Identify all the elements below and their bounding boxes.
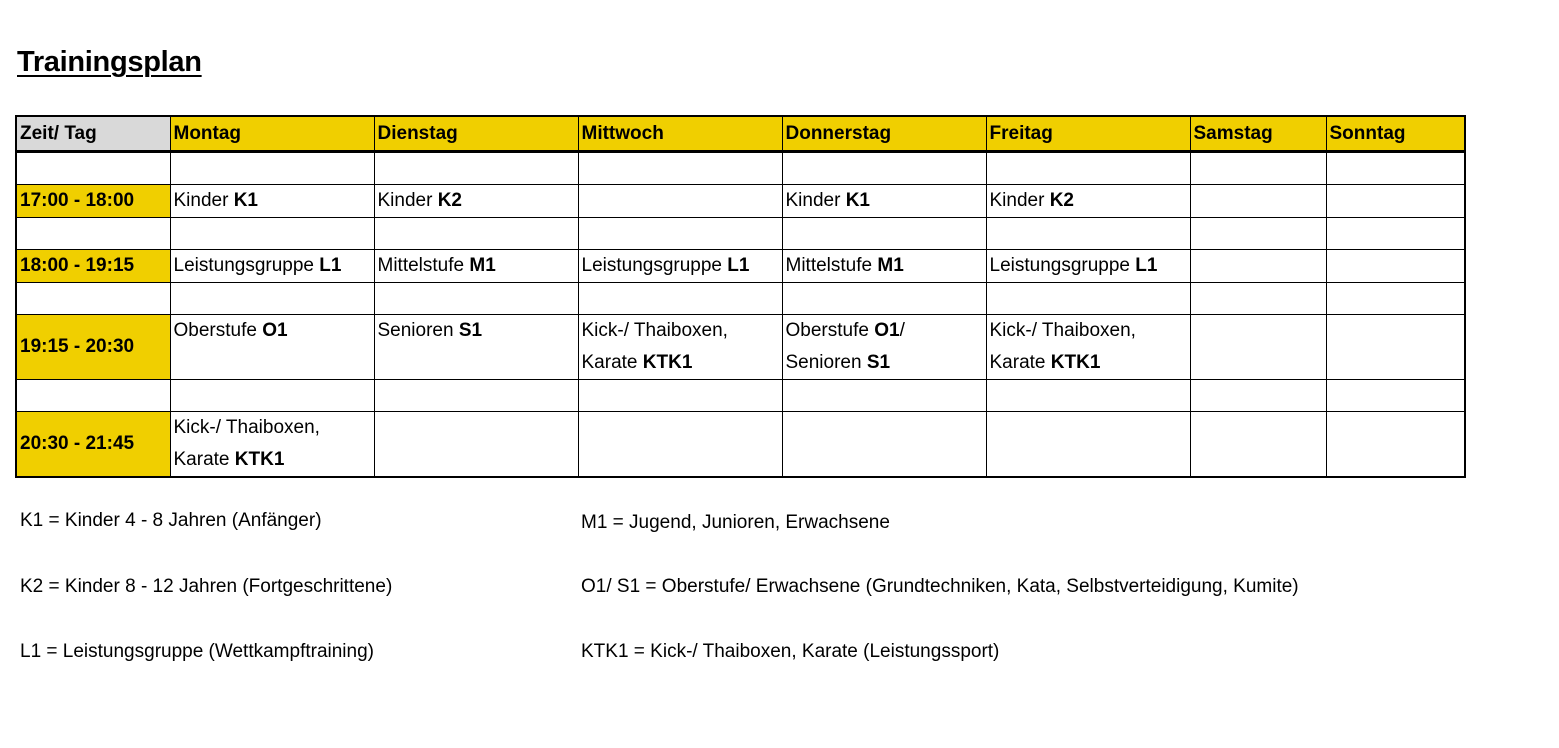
class-cell: [170, 315, 374, 380]
class-entry-line: [174, 444, 371, 476]
class-cell: [782, 218, 986, 250]
class-cell: [1326, 380, 1465, 412]
class-cell: [1190, 380, 1326, 412]
class-cell: [578, 218, 782, 250]
class-cell: [374, 380, 578, 412]
class-cell: [782, 412, 986, 478]
class-entry-line: [990, 250, 1187, 282]
time-slot-cell: 17:00 - 18:00: [16, 185, 170, 218]
class-code: K2: [437, 190, 462, 211]
legend-m1: M1 = Jugend, Junioren, Erwachsene: [581, 512, 890, 533]
class-code: S1: [458, 320, 483, 341]
class-code: L1: [319, 255, 342, 276]
class-cell: [374, 283, 578, 315]
class-cell: [374, 185, 578, 218]
class-cell: [170, 152, 374, 185]
class-name: Kick-/ Thaiboxen,: [989, 320, 1136, 341]
header-day-montag: Montag: [170, 116, 374, 152]
class-code: KTK1: [642, 352, 693, 373]
schedule-row: [16, 185, 1465, 218]
class-cell: [986, 283, 1190, 315]
class-cell: [170, 283, 374, 315]
legend-k1: K1 = Kinder 4 - 8 Jahren (Anfänger): [20, 510, 322, 531]
class-cell: [170, 250, 374, 283]
class-cell: [170, 412, 374, 478]
class-cell: [1190, 152, 1326, 185]
class-name: Kinder: [785, 190, 846, 211]
header-day-dienstag: Dienstag: [374, 116, 578, 152]
class-code: K1: [233, 190, 258, 211]
class-cell: [1190, 315, 1326, 380]
class-entry-line: [582, 250, 779, 282]
spacer-row: [16, 218, 1465, 250]
class-cell: [1326, 412, 1465, 478]
class-entry-line: [378, 185, 575, 217]
class-cell: [782, 152, 986, 185]
header-corner-cell: Zeit/ Tag: [16, 116, 170, 152]
class-cell: [578, 152, 782, 185]
class-code: K2: [1049, 190, 1074, 211]
class-name: Mittelstufe: [785, 255, 878, 276]
class-name: Oberstufe: [785, 320, 875, 341]
class-name: Mittelstufe: [377, 255, 470, 276]
time-slot-cell: [16, 152, 170, 185]
time-slot-cell: [16, 380, 170, 412]
class-cell: [578, 250, 782, 283]
class-cell: [578, 380, 782, 412]
class-cell: [986, 315, 1190, 380]
time-slot-cell: 18:00 - 19:15: [16, 250, 170, 283]
training-schedule-table: [15, 115, 1466, 478]
legend-o1-s1: O1/ S1 = Oberstufe/ Erwachsene (Grundtechniken, Kata, Selbstverteidigung, Kumite): [581, 576, 1299, 597]
time-slot-cell: 19:15 - 20:30: [16, 315, 170, 380]
class-code: O1: [874, 320, 900, 341]
class-entry-line: [990, 315, 1187, 347]
class-entry-line: [174, 250, 371, 282]
time-slot-cell: [16, 283, 170, 315]
class-cell: [374, 152, 578, 185]
time-slot-cell: [16, 218, 170, 250]
class-entry-line: [786, 185, 983, 217]
class-cell: [986, 185, 1190, 218]
class-name: Kinder: [173, 190, 234, 211]
class-code: S1: [866, 352, 891, 373]
class-name: Karate: [173, 449, 235, 470]
class-cell: [782, 250, 986, 283]
class-cell: [374, 412, 578, 478]
class-name: Oberstufe: [173, 320, 263, 341]
class-entry-line: [582, 315, 779, 347]
class-entry-line: [786, 315, 983, 347]
header-day-donnerstag: Donnerstag: [782, 116, 986, 152]
class-cell: [1190, 412, 1326, 478]
header-day-sonntag: Sonntag: [1326, 116, 1465, 152]
class-name: Leistungsgruppe: [173, 255, 320, 276]
class-entry-line: [990, 185, 1187, 217]
class-entry-line: [786, 250, 983, 282]
class-cell: [782, 185, 986, 218]
class-cell: [170, 185, 374, 218]
legend-k2: K2 = Kinder 8 - 12 Jahren (Fortgeschrittene): [20, 576, 393, 597]
class-code: M1: [877, 255, 904, 276]
spacer-row: [16, 380, 1465, 412]
class-code: O1: [262, 320, 288, 341]
class-name: Kinder: [377, 190, 438, 211]
class-cell: [1326, 315, 1465, 380]
header-day-freitag: Freitag: [986, 116, 1190, 152]
header-day-samstag: Samstag: [1190, 116, 1326, 152]
class-code: K1: [845, 190, 870, 211]
class-cell: [782, 315, 986, 380]
class-cell: [986, 218, 1190, 250]
class-name: Senioren: [377, 320, 459, 341]
class-entry-line: [582, 347, 779, 379]
class-suffix: /: [899, 320, 905, 341]
class-cell: [1326, 250, 1465, 283]
class-code: M1: [469, 255, 496, 276]
class-cell: [1190, 283, 1326, 315]
class-cell: [578, 283, 782, 315]
class-name: Karate: [581, 352, 643, 373]
legend-ktk1: KTK1 = Kick-/ Thaiboxen, Karate (Leistungssport): [581, 641, 1000, 662]
class-name: Leistungsgruppe: [581, 255, 728, 276]
class-cell: [986, 152, 1190, 185]
page-title: Trainingsplan: [17, 46, 202, 78]
class-code: KTK1: [1050, 352, 1101, 373]
class-code: L1: [1135, 255, 1158, 276]
class-cell: [170, 380, 374, 412]
class-cell: [374, 250, 578, 283]
class-code: L1: [727, 255, 750, 276]
class-cell: [170, 218, 374, 250]
class-cell: [578, 315, 782, 380]
class-name: Senioren: [785, 352, 867, 373]
class-cell: [1190, 218, 1326, 250]
spacer-row: [16, 152, 1465, 185]
class-name: Kick-/ Thaiboxen,: [173, 417, 320, 438]
class-entry-line: [378, 250, 575, 282]
class-entry-line: [990, 347, 1187, 379]
class-entry-line: [174, 412, 371, 444]
class-cell: [1326, 152, 1465, 185]
class-cell: [1326, 218, 1465, 250]
class-cell: [782, 283, 986, 315]
class-cell: [1190, 185, 1326, 218]
class-name: Karate: [989, 352, 1051, 373]
schedule-row: [16, 315, 1465, 380]
class-cell: [578, 185, 782, 218]
class-entry-line: [174, 185, 371, 217]
spacer-row: [16, 283, 1465, 315]
header-day-mittwoch: Mittwoch: [578, 116, 782, 152]
class-code: KTK1: [234, 449, 285, 470]
class-entry-line: [174, 315, 371, 347]
class-name: Kinder: [989, 190, 1050, 211]
class-cell: [986, 250, 1190, 283]
header-row: [16, 116, 1465, 152]
legend-l1: L1 = Leistungsgruppe (Wettkampftraining): [20, 641, 374, 662]
class-cell: [1326, 283, 1465, 315]
class-cell: [986, 380, 1190, 412]
schedule-row: [16, 412, 1465, 478]
class-entry-line: [786, 347, 983, 379]
class-cell: [578, 412, 782, 478]
class-cell: [1190, 250, 1326, 283]
class-cell: [374, 315, 578, 380]
class-cell: [986, 412, 1190, 478]
time-slot-cell: 20:30 - 21:45: [16, 412, 170, 478]
class-name: Kick-/ Thaiboxen,: [581, 320, 728, 341]
class-entry-line: [378, 315, 575, 347]
class-cell: [782, 380, 986, 412]
class-cell: [374, 218, 578, 250]
class-cell: [1326, 185, 1465, 218]
class-name: Leistungsgruppe: [989, 255, 1136, 276]
schedule-row: [16, 250, 1465, 283]
